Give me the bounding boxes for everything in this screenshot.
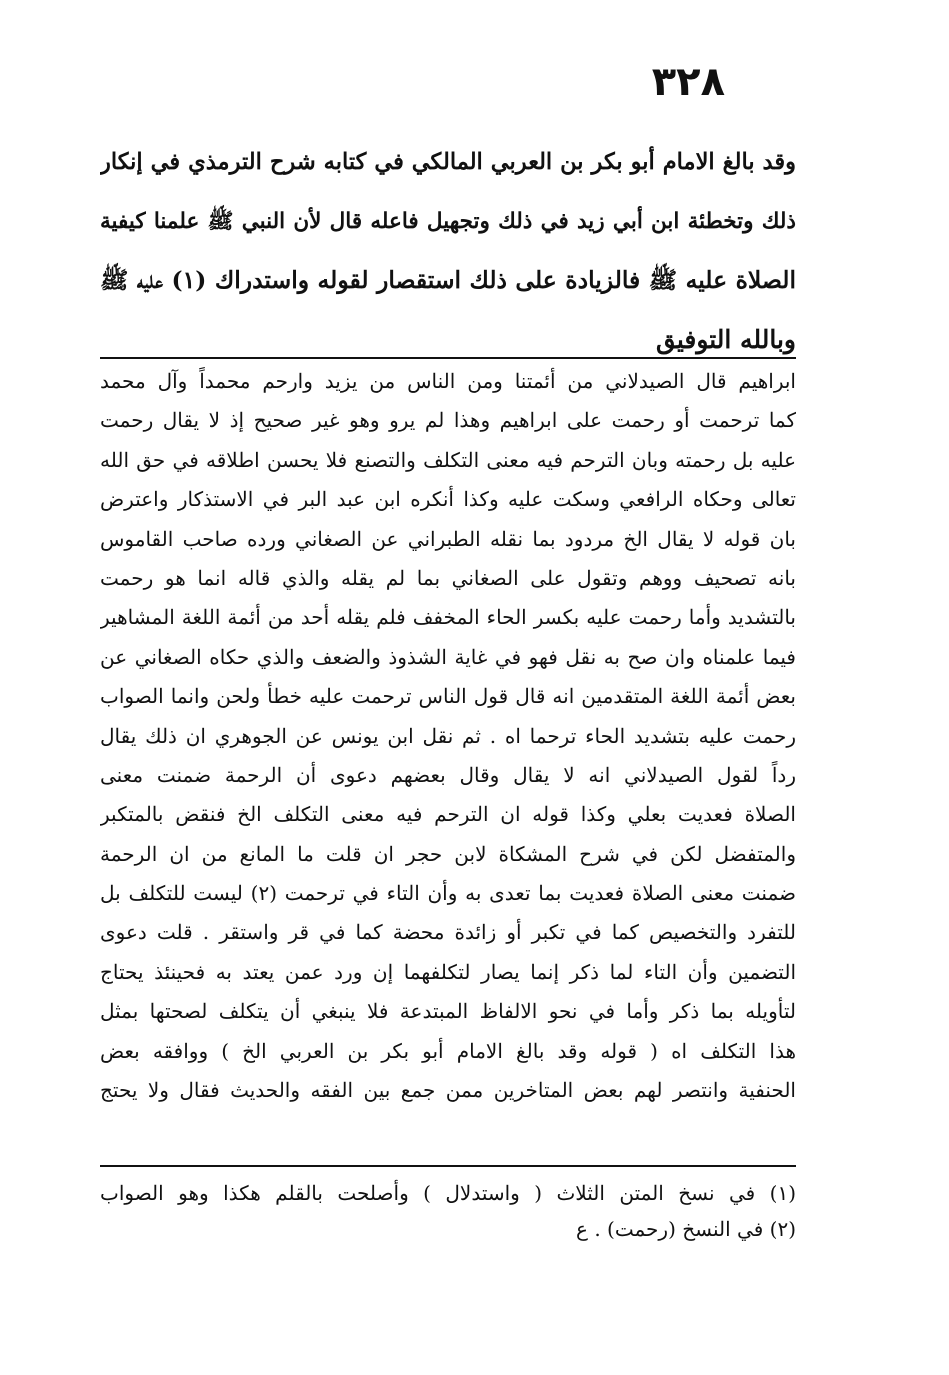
commentary-line: للتفرد والتخصيص كما في تكبر أو زائدة محضة كما في قر واستقر . قلت دعوى <box>100 920 796 945</box>
commentary-line: بانه تصحيف ووهم وتقول على الصغاني بما لم يقله والذي قاله انما هو رحمت <box>100 565 796 590</box>
commentary-line: بالتشديد وأما رحمت عليه بكسر الحاء المخفف فلم يقله أحد من أئمة اللغة المشاهير <box>100 605 796 630</box>
footnote-2: (٢) في النسخ (رحمت) . ع <box>576 1217 796 1241</box>
commentary-line: التضمين وأن التاء لما ذكر إنما يصار لتكلفهما إن ورد عمن يعتد به فحينئذ يحتاج <box>100 959 796 984</box>
main-text-line: وقد بالغ الامام أبو بكر بن العربي المالكي في كتابه شرح الترمذي في إنكار <box>100 149 796 175</box>
main-text <box>100 133 796 369</box>
commentary-line: بان قوله لا يقال الخ مردود بما نقله الطبراني عن الصغاني ورده صاحب القاموس <box>100 526 796 551</box>
commentary-line: فيما علمناه وان صح به نقل فهو في غاية الشذوذ والضعف والذي حكاه الصغاني عن <box>100 644 796 669</box>
commentary-line: ابراهيم قال الصيدلاني من أئمتنا ومن الناس من يزيد وارحم محمداً وآل محمد <box>100 369 796 393</box>
footnote-divider <box>100 1165 796 1167</box>
commentary <box>100 362 796 1110</box>
footnotes <box>100 1175 796 1247</box>
commentary-line: بعض أئمة اللغة المتقدمين انه قال قول الناس ترحمت عليه خطأ ولحن وانما الصواب <box>100 684 796 709</box>
main-text-line: وبالله التوفيق <box>655 325 796 354</box>
text-divider <box>100 357 796 359</box>
main-text-line: ذلك وتخطئة ابن أبي زيد في ذلك وتجهيل فاعله قال لأن النبي ﷺ علمنا كيفية <box>100 209 796 234</box>
commentary-line: رداً لقول الصيدلاني انه لا يقال وقال بعضهم دعوى أن الرحمة ضمنت معنى <box>100 762 796 787</box>
commentary-line: ضمنت معنى الصلاة فعديت بما تعدى به وأن التاء في ترحمت (٢) ليست للتكلف بل <box>100 881 796 906</box>
main-text-line: الصلاة عليه ﷺ فالزيادة على ذلك استقصار لقوله واستدراك (١) عليه ﷺ <box>100 266 796 294</box>
commentary-line: الحنفية وانتصر لهم بعض المتاخرين ممن جمع بين الفقه والحديث فقال ولا يحتج <box>100 1078 796 1103</box>
commentary-line: والمتفضل لكن في شرح المشكاة لابن حجر ان قلت ما المانع من ان الرحمة <box>100 841 796 866</box>
page-number: ٣٢٨ <box>651 59 725 105</box>
commentary-line: كما ترحمت أو رحمت على ابراهيم وهذا لم يرو وهو غير صحيح إذ لا يقال رحمت <box>100 408 796 433</box>
commentary-line: رحمت عليه بتشديد الحاء ترحما اه . ثم نقل ابن يونس عن الجوهري ان ذلك يقال <box>100 723 796 748</box>
commentary-line: عليه بل رحمته وبان الترحم فيه معنى التكلف والتصنع فلا يحسن اطلاقه في حق الله <box>100 447 796 472</box>
commentary-line: هذا التكلف اه ( قوله وقد بالغ الامام أبو بكر بن العربي الخ ) ووافقه بعض <box>100 1038 796 1063</box>
commentary-line: لتأويله بما ذكر وأما في نحو الالفاظ المبتدعة فلا ينبغي أن يتكلف لصحتها بمثل <box>100 999 796 1024</box>
commentary-line: تعالى وحكاه الرافعي وسكت عليه وكذا أنكره ابن عبد البر في الاستذكار واعترض <box>100 487 796 512</box>
commentary-line: الصلاة فعديت بعلي وكذا قوله ان الترحم فيه معنى التكلف الخ فنقض بالمتكبر <box>100 802 796 827</box>
footnote-1: (١) في نسخ المتن الثلاث ( واستدلال ) وأصلحت بالقلم هكذا وهو الصواب <box>100 1181 796 1205</box>
